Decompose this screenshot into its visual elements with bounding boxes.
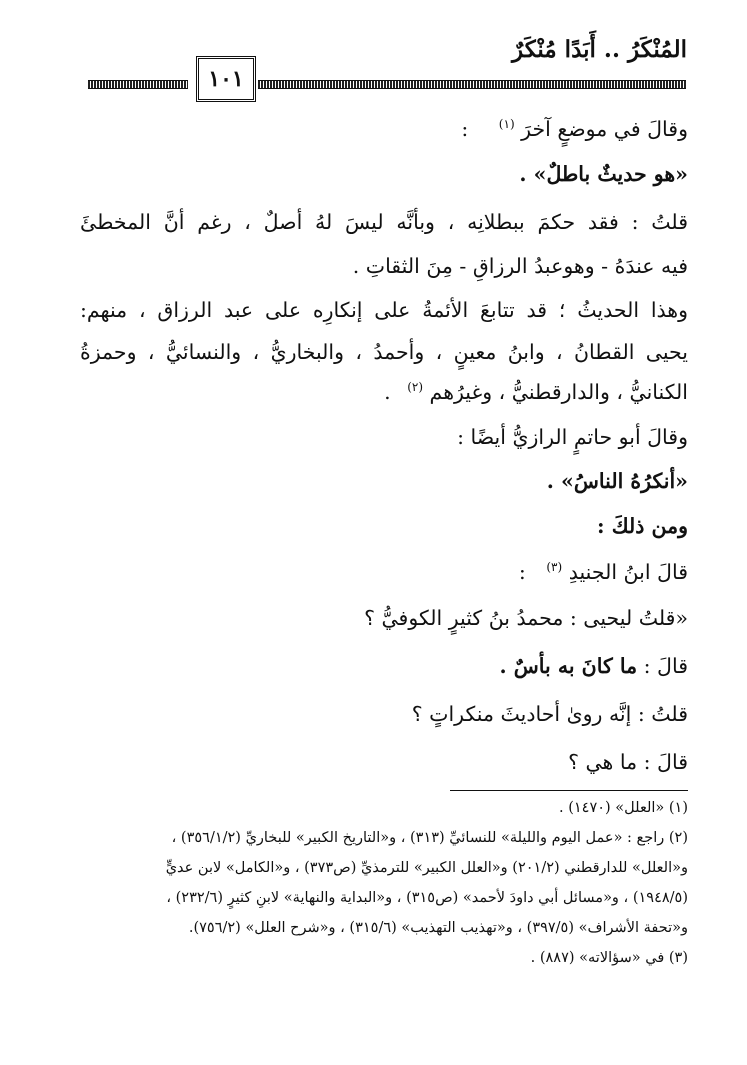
footnote-1: (١) «العلل» (١٤٧٠) . — [558, 800, 688, 816]
running-title: المُنْكَرُ .. أَبَدًا مُنْكَرٌ — [512, 36, 687, 63]
paragraph-1 — [461, 117, 688, 141]
footnote-2-line-1: (٢) راجع : «عمل اليوم والليلة» للنسائيِّ (٣١٣) ، و«التاريخ الكبير» للبخاريِّ (٣٥٦/١/٢) ، — [171, 830, 688, 846]
paragraph-4: وقالَ أبو حاتمٍ الرازيُّ أيضًا : — [457, 425, 688, 449]
footnote-ref-1[interactable]: (١) — [498, 117, 515, 132]
dialogue-2 — [499, 654, 688, 678]
footnote-2-line-2: و«العلل» للدارقطني (٢٠١/٢) و«العلل الكبير» للترمذيِّ (ص٣٧٣) ، و«الكامل» لابن عديٍّ — [165, 860, 688, 876]
footnote-ref-2[interactable]: (٢) — [407, 380, 424, 395]
page-number: ١٠١ — [196, 56, 256, 102]
footnote-2-line-3: (١٩٤٨/٥) ، و«مسائل أبي داودَ لأحمد» (ص٣١٥) ، و«البداية والنهاية» لابنِ كثيرٍ (٢٣٢/٦) ، — [166, 890, 688, 906]
section-heading: ومن ذلكَ : — [597, 514, 688, 538]
dialogue-2-answer: ما كانَ به بأسٌ . — [499, 654, 638, 678]
p5-text: قالَ ابنُ الجنيدِ — [568, 560, 688, 584]
footnote-ref-3[interactable]: (٣) — [546, 560, 563, 575]
dialogue-2-speaker: قالَ : — [643, 654, 688, 678]
p1-colon: : — [461, 117, 469, 141]
p5-colon: : — [518, 560, 526, 584]
footnote-2-line-4: و«تحفة الأشراف» (٣٩٧/٥) ، و«تهذيب التهذيب» (٣١٥/٦) ، و«شرح العلل» (٧٥٦/٢). — [188, 920, 688, 936]
paragraph-2-line-1: قلتُ : فقد حكمَ ببطلانِه ، وبأنَّه ليسَ لهُ أصلٌ ، رغم أنَّ المخطئَ — [80, 210, 688, 234]
paragraph-3-line-3 — [384, 380, 688, 404]
paragraph-3-line-2: يحيى القطانُ ، وابنُ معينٍ ، وأحمدُ ، والبخاريُّ ، والنسائيُّ ، وحمزةُ — [80, 340, 688, 364]
p1-text: وقالَ في موضعٍ آخرَ — [521, 117, 688, 141]
footnote-separator — [450, 790, 688, 791]
header-rule-left — [88, 80, 188, 89]
quote-2: «أنكرُهُ الناسُ» . — [546, 469, 688, 493]
paragraph-2-line-2: فيه عندَهُ - وهوعبدُ الرزاقِ - مِنَ الثقاتِ . — [352, 254, 688, 278]
dialogue-4: قالَ : ما هي ؟ — [568, 750, 688, 774]
dialogue-3: قلتُ : إنَّه روىٰ أحاديثَ منكراتٍ ؟ — [411, 702, 688, 726]
paragraph-3-line-1: وهذا الحديثُ ؛ قد تتابعَ الأئمةُ على إنكارِه على عبد الرزاق ، منهم: — [80, 298, 688, 322]
page-header — [0, 0, 747, 110]
quote-1: «هو حديثٌ باطلٌ» . — [519, 162, 688, 186]
header-rule-right — [258, 80, 686, 89]
p3-period: . — [384, 380, 391, 404]
paragraph-5 — [519, 560, 688, 584]
footnote-3: (٣) في «سؤالاته» (٨٨٧) . — [530, 950, 688, 966]
p3-l3-text: الكنانيُّ ، والدارقطنيُّ ، وغيرُهم — [429, 380, 688, 404]
dialogue-1: «قلتُ ليحيى : محمدُ بنُ كثيرٍ الكوفيُّ ؟ — [364, 606, 688, 630]
